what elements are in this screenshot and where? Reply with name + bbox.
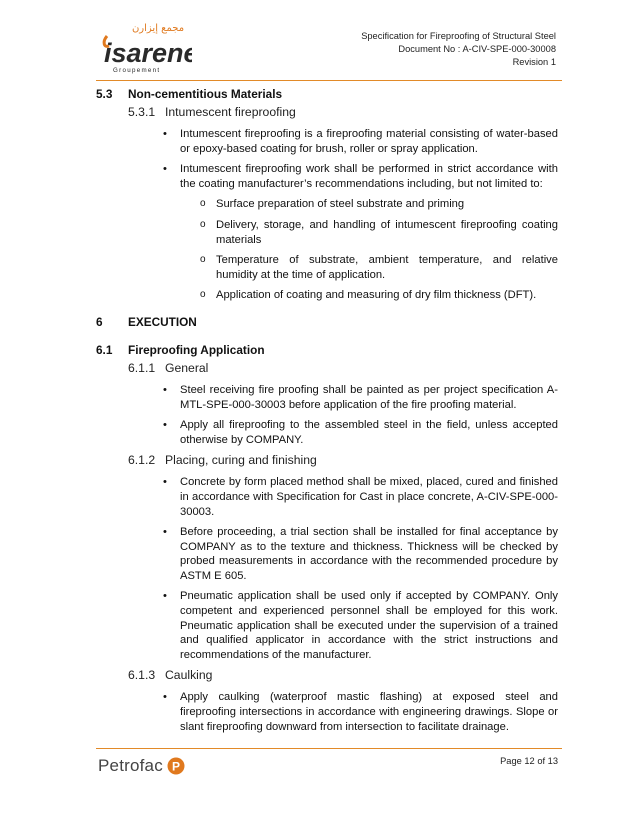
logo-arabic-text: مجمع إيزارن — [131, 23, 185, 34]
circle-bullet-icon: o — [200, 218, 206, 230]
list-item: • Concrete by form placed method shall be mixed, placed, cured and finished in accordance with Specification for Cast in place concrete, A-CIV-SPE-000-30003. — [163, 476, 558, 518]
section-6-1-3-list — [96, 690, 558, 734]
page-number: Page 12 of 13 — [500, 756, 558, 766]
section-6-1-3-heading: 6.1.3 Caulking — [128, 668, 213, 683]
petrofac-p-icon — [167, 757, 185, 775]
footer-divider — [96, 748, 562, 749]
section-5-3-1-heading: 5.3.1 Intumescent fireproofing — [128, 105, 296, 119]
bullet-icon: • — [163, 590, 167, 603]
list-item: • Intumescent fireproofing is a fireproofing material consisting of water-based or epoxy-based coating for brush, roller or spray application. — [163, 128, 558, 155]
bullet-icon: • — [163, 163, 167, 176]
section-5-3-heading: 5.3 Non-cementitious Materials — [96, 87, 283, 101]
petrofac-brand-text: Petrofac — [98, 756, 163, 775]
bullet-icon: • — [163, 128, 167, 140]
section-6-1-heading: 6.1 Fireproofing Application — [96, 342, 265, 357]
logo-name-text: isarene — [104, 38, 192, 68]
section-6-1-1-list — [96, 383, 558, 447]
circle-bullet-icon: o — [200, 198, 206, 210]
sub-list-item: o Temperature of substrate, ambient temperature, and relative humidity at the time of application. — [200, 254, 558, 281]
bullet-icon: • — [163, 526, 167, 539]
circle-bullet-icon: o — [200, 254, 206, 266]
section-5-3-1-list — [96, 127, 558, 303]
logo-sub-text: Groupement — [113, 67, 161, 74]
list-item: • Before proceeding, a trial section shall be installed for final acceptance by COMPANY as to the texture and thickness. Thickness will be checked by probed measurements in accordance with the recommended procedure by ASTM E 605. — [163, 526, 558, 582]
bullet-icon: • — [163, 419, 167, 432]
list-item: • Apply caulking (waterproof mastic flashing) at exposed steel and fireproofing intersections in accordance with engineering drawings. Slope or slant fireproofing downward from intersection to facilitate drainage. — [163, 691, 558, 733]
header-divider — [96, 80, 562, 81]
header-info — [361, 30, 556, 69]
document-number: Document No : A-CIV-SPE-000-30008 — [398, 44, 556, 54]
list-item: • Pneumatic application shall be used only if accepted by COMPANY. Only competent and experienced personnel shall be employed for this work. Pneumatic application shall be executed under the supervision of a trained and qualified applicator in accordance with the strict instructions and recommendations of the manufacturer. — [163, 590, 558, 661]
circle-bullet-icon: o — [200, 289, 206, 301]
bullet-icon: • — [163, 691, 167, 704]
sub-list-item: o Application of coating and measuring of dry film thickness (DFT). — [200, 289, 537, 302]
sub-list — [180, 197, 558, 303]
sub-list-item: o Delivery, storage, and handling of intumescent fireproofing coating materials — [200, 218, 558, 246]
document-title: Specification for Fireproofing of Structural Steel — [361, 31, 556, 41]
list-item: • Apply all fireproofing to the assembled steel in the field, unless accepted otherwise by COMPANY. — [163, 419, 558, 446]
revision: Revision 1 — [512, 57, 556, 67]
isarene-logo — [100, 18, 192, 78]
section-6-1-2-heading: 6.1.2 Placing, curing and finishing — [128, 453, 317, 468]
svg-text:P: P — [171, 759, 180, 774]
bullet-icon: • — [163, 383, 167, 396]
document-body — [96, 83, 558, 740]
list-item: • Intumescent fireproofing work shall be performed in strict accordance with the coating manufacturer’s recommendations including, but not limited to: o Surface preparation of steel substrate and priming o Delivery, storage, and handling of intumescent fireproofing coating materials o Temperature of substrate, ambient temperature, and relative humidity at the time of application. o Application of coating and measuring of dry film thickness (DFT). — [163, 163, 558, 302]
sub-list-item: o Surface preparation of steel substrate and priming — [200, 198, 465, 211]
list-item: • Steel receiving fire proofing shall be painted as per project specification A-MTL-SPE-000-30003 before application of the fire proofing material. — [163, 383, 558, 411]
section-6-heading: 6 EXECUTION — [96, 314, 197, 329]
section-6-1-2-list — [96, 475, 558, 662]
section-6-1-1-heading: 6.1.1 General — [128, 360, 209, 375]
bullet-icon: • — [163, 476, 167, 489]
petrofac-logo — [98, 754, 185, 778]
